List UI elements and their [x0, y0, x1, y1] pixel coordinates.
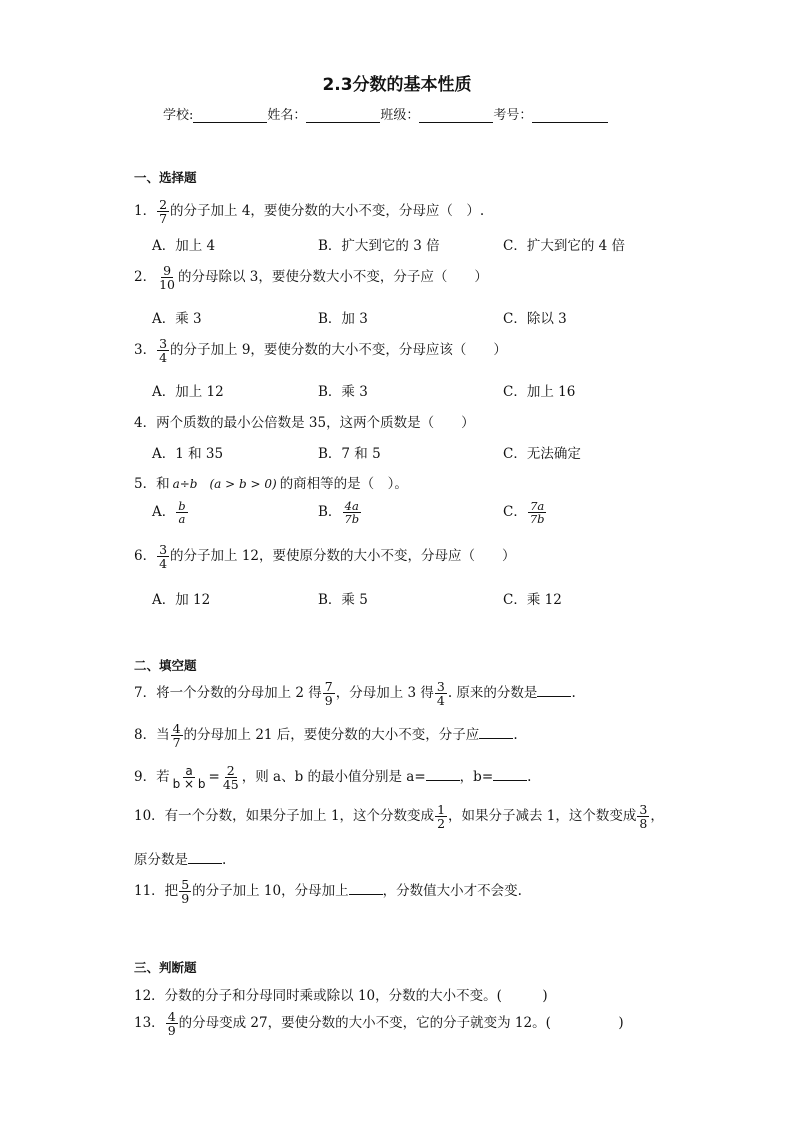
q7-answer-blank[interactable] — [537, 684, 571, 697]
q11-text-1: 11．把 — [134, 883, 179, 900]
q9-answer-blank-a[interactable] — [426, 768, 460, 781]
page-title: 2.3分数的基本性质 — [322, 75, 472, 95]
q4-option-a[interactable]: A．1 和 35 — [152, 446, 224, 462]
q1-option-c[interactable]: C．扩大到它的 4 倍 — [503, 238, 626, 254]
q9-answer-blank-b[interactable] — [493, 768, 527, 781]
student-info-line — [163, 104, 608, 123]
q5-expression: a÷b (a > b > 0) — [172, 477, 277, 491]
q6-fraction — [157, 543, 169, 570]
q3-option-c[interactable]: C．加上 16 — [503, 384, 576, 400]
q5-option-a-label: A． — [152, 504, 176, 521]
q11-numerator: 5 — [181, 877, 190, 892]
question-10 — [134, 803, 664, 830]
q9-fraction-2 — [221, 764, 241, 791]
question-2 — [134, 264, 488, 291]
question-10-line-2 — [134, 848, 226, 868]
q5-option-c-label: C． — [503, 504, 527, 521]
q5-option-b-label: B． — [318, 504, 342, 521]
q3-denominator: 4 — [159, 350, 168, 366]
q5-option-b[interactable] — [318, 500, 362, 525]
q2-fraction — [157, 264, 177, 291]
q13-denominator: 9 — [167, 1023, 176, 1039]
q5-option-a[interactable] — [152, 500, 189, 525]
question-3 — [134, 337, 507, 364]
q1-option-a[interactable]: A．加上 4 — [152, 238, 216, 254]
question-4 — [134, 411, 475, 431]
question-9 — [134, 764, 531, 791]
q7-fraction-2 — [435, 680, 447, 707]
question-6 — [134, 543, 516, 570]
q1-number: 1． — [134, 203, 157, 220]
class-blank[interactable] — [419, 108, 493, 123]
q4-text: 两个质数的最小公倍数是 35，这两个质数是（ ） — [156, 415, 475, 431]
q9-text-3: ，b= — [459, 769, 494, 786]
q10-line2-text: 原分数是 — [134, 852, 188, 868]
q9-equals: = — [208, 769, 220, 786]
q11-text-3: ，分数值大小才不会变. — [382, 883, 522, 900]
q9-f2-denominator: 45 — [222, 777, 239, 793]
q10-text-2: ，如果分子减去 1，这个数变成 — [448, 808, 637, 825]
q7-text-3: . 原来的分数是 — [447, 685, 538, 702]
q6-option-a[interactable]: A．加 12 — [152, 592, 211, 608]
q7-f2-denominator: 4 — [436, 693, 445, 709]
q7-f1-denominator: 9 — [324, 693, 333, 709]
q5-b-numerator: 4a — [344, 499, 359, 513]
q5-a-numerator: b — [178, 499, 186, 513]
q9-text-1: 9．若 — [134, 769, 170, 786]
q9-f1-denominator: b × b — [172, 777, 206, 792]
school-blank[interactable] — [193, 108, 267, 123]
q7-text-1: 7．将一个分数的分母加上 2 得 — [134, 685, 322, 702]
question-1 — [134, 198, 484, 225]
q10-f2-denominator: 8 — [639, 816, 648, 832]
name-label: 姓名： — [267, 108, 307, 123]
q1-numerator: 2 — [159, 197, 168, 212]
q2-numerator: 9 — [163, 263, 172, 278]
q7-text-2: ，分母加上 3 得 — [335, 685, 434, 702]
q1-denominator: 7 — [159, 211, 168, 227]
q13-numerator: 4 — [167, 1009, 176, 1024]
q10-f1-numerator: 1 — [437, 802, 446, 817]
q7-fraction-1 — [323, 680, 335, 707]
q3-option-a[interactable]: A．加上 12 — [152, 384, 224, 400]
q10-fraction-2 — [637, 803, 649, 830]
q2-option-a[interactable]: A．乘 3 — [152, 311, 202, 327]
q9-fraction-1 — [171, 765, 208, 791]
q2-number: 2． — [134, 269, 157, 286]
q5-text: 的商相等的是（ ）。 — [279, 476, 408, 492]
q11-text-2: 的分子加上 10，分母加上 — [192, 883, 349, 900]
question-7 — [134, 680, 576, 707]
q3-text: 的分子加上 9，要使分数的大小不变，分母应该（ ） — [170, 342, 507, 359]
q8-numerator: 4 — [172, 721, 181, 736]
q2-option-b[interactable]: B．加 3 — [318, 311, 368, 327]
q6-number: 6． — [134, 548, 157, 565]
number-blank[interactable] — [532, 108, 608, 123]
question-11 — [134, 878, 522, 905]
q2-option-c[interactable]: C．除以 3 — [503, 311, 567, 327]
q3-numerator: 3 — [159, 336, 168, 351]
q10-text-3: ， — [650, 808, 664, 825]
name-blank[interactable] — [306, 108, 380, 123]
q5-c-numerator: 7a — [530, 499, 545, 513]
school-label: 学校: — [163, 108, 194, 123]
q8-fraction — [171, 722, 183, 749]
number-label: 考号： — [493, 108, 533, 123]
q11-denominator: 9 — [181, 891, 190, 907]
q1-text: 的分子加上 4，要使分数的大小不变，分母应（ ）. — [170, 203, 485, 220]
q8-text-3: . — [513, 727, 518, 744]
q10-text-1: 10．有一个分数，如果分子加上 1，这个分数变成 — [134, 808, 435, 825]
q9-text-4: . — [527, 769, 532, 786]
q10-text-4: . — [222, 852, 227, 868]
q10-f1-denominator: 2 — [437, 816, 446, 832]
q4-number: 4． — [134, 415, 157, 431]
q7-f2-numerator: 3 — [436, 679, 445, 694]
q5-option-a-fraction — [176, 500, 187, 525]
q10-f2-numerator: 3 — [639, 802, 648, 817]
question-12: 12．分数的分子和分母同时乘或除以 10，分数的大小不变。( ) — [134, 988, 548, 1004]
q5-number: 5． — [134, 476, 157, 492]
q9-text-2: ，则 a、b 的最小值分别是 a= — [241, 769, 426, 786]
q2-denominator: 10 — [159, 277, 175, 293]
section-judge-heading: 三、判断题 — [134, 960, 197, 975]
q2-text: 的分母除以 3，要使分数大小不变，分子应（ ） — [178, 269, 488, 286]
section-fill-heading: 二、填空题 — [134, 658, 197, 673]
q3-option-b[interactable]: B．乘 3 — [318, 384, 368, 400]
q5-c-denominator: 7b — [529, 512, 545, 527]
q5-option-b-fraction — [342, 500, 361, 525]
q5-b-denominator: 7b — [344, 512, 360, 527]
q1-option-b[interactable]: B．扩大到它的 3 倍 — [318, 238, 440, 254]
question-13 — [134, 1010, 624, 1037]
q8-text-2: 的分母加上 21 后，要使分数的大小不变，分子应 — [183, 727, 480, 744]
q10-answer-blank[interactable] — [188, 851, 222, 864]
q6-text: 的分子加上 12，要使原分数的大小不变，分母应（ ） — [170, 548, 516, 565]
q8-answer-blank[interactable] — [479, 726, 513, 739]
q4-option-b[interactable]: B．7 和 5 — [318, 446, 381, 462]
q10-fraction-1 — [435, 803, 447, 830]
q6-option-c[interactable]: C．乘 12 — [503, 592, 562, 608]
class-label: 班级： — [380, 108, 420, 123]
q6-denominator: 4 — [159, 556, 168, 572]
q3-number: 3． — [134, 342, 157, 359]
section-choice-heading: 一、选择题 — [134, 170, 197, 185]
q5-a-denominator: a — [178, 512, 186, 527]
q11-answer-blank[interactable] — [349, 882, 383, 895]
q5-option-c-fraction — [528, 500, 547, 525]
q7-f1-numerator: 7 — [324, 679, 333, 694]
question-5 — [134, 472, 408, 492]
q11-fraction — [179, 878, 191, 905]
q3-fraction — [157, 337, 169, 364]
question-8 — [134, 722, 518, 749]
q6-numerator: 3 — [159, 542, 168, 557]
q13-fraction — [166, 1010, 178, 1037]
q5-option-c[interactable] — [503, 500, 548, 525]
q6-option-b[interactable]: B．乘 5 — [318, 592, 368, 608]
q7-text-4: . — [571, 685, 576, 702]
q8-text-1: 8．当 — [134, 727, 170, 744]
q5-prefix: 和 — [156, 476, 170, 492]
q9-f2-numerator: 2 — [226, 763, 235, 778]
q1-fraction — [157, 198, 169, 225]
q13-number: 13． — [134, 1015, 165, 1032]
q8-denominator: 7 — [172, 735, 181, 751]
q9-f1-numerator: a — [185, 763, 193, 778]
q4-option-c[interactable]: C．无法确定 — [503, 446, 581, 462]
q13-text: 的分母变成 27，要使分数的大小不变，它的分子就变为 12。( ) — [178, 1015, 624, 1032]
